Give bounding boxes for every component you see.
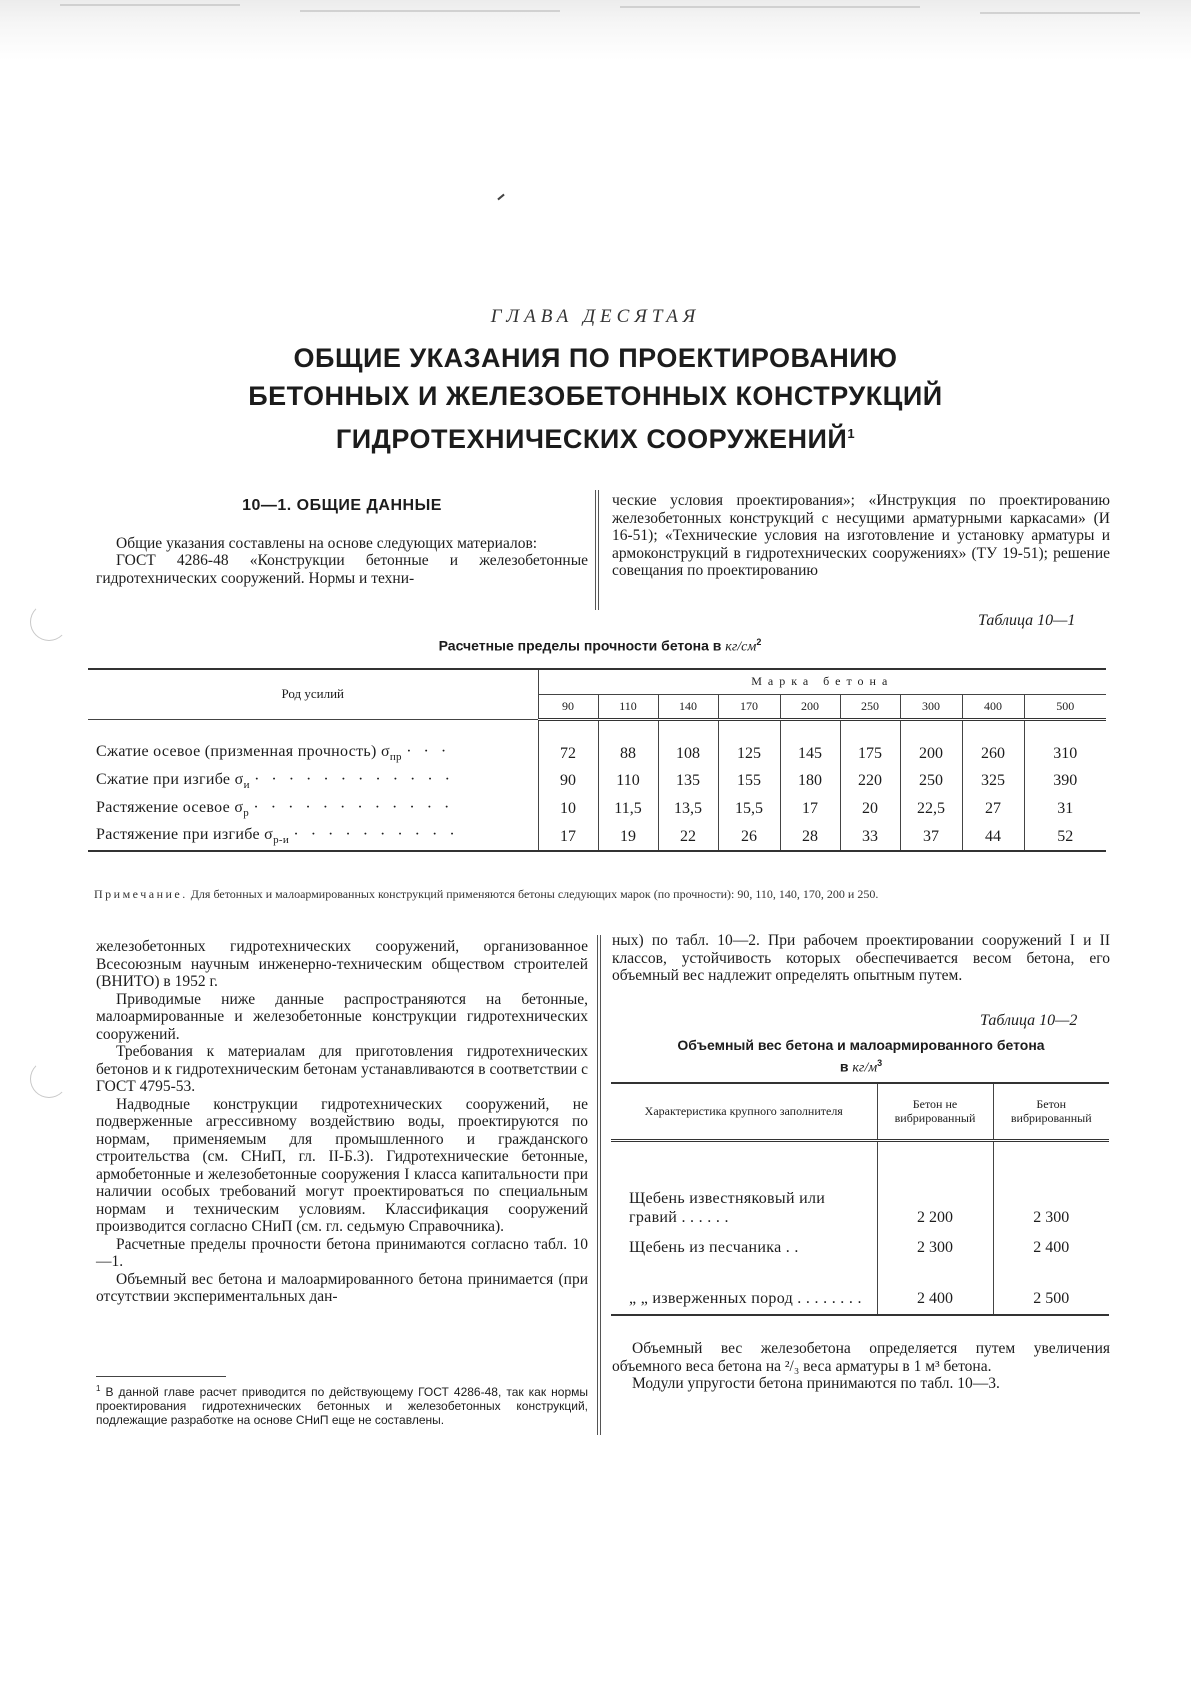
table-cell: 31	[1057, 800, 1074, 817]
paragraph: железобетонных гидротехнических сооружений, организованное Всесоюзным научным инженерно-техническим обществом строителей (ВНИТО) в 1952 г.	[96, 938, 588, 990]
table-cell: 125	[718, 719, 780, 767]
grade-header: 500	[1024, 694, 1106, 719]
table-cell: 26	[718, 823, 780, 851]
table-row	[611, 1257, 1109, 1315]
force-label-text: Растяжение осевое σ	[96, 798, 244, 816]
grade-header: 140	[658, 694, 718, 719]
table-caption	[612, 1036, 1110, 1078]
table-cell: 180	[780, 767, 840, 795]
header-filler: Характеристика крупного заполнителя	[611, 1083, 877, 1140]
footnote-mark: 1	[96, 1384, 101, 1393]
force-subscript: пр	[389, 751, 402, 764]
table-cell: 390	[1053, 772, 1078, 789]
table-cell: 2 400	[877, 1257, 993, 1315]
paragraph: Общие указания составлены на основе следующих материалов:	[116, 534, 538, 552]
header-grade: Марка бетона	[538, 669, 1106, 694]
table-cell: 13,5	[658, 795, 718, 823]
force-subscript: и	[243, 779, 250, 792]
force-label-text: Растяжение при изгибе σ	[96, 826, 274, 844]
table-cell: 11,5	[598, 795, 658, 823]
upper-left-column	[96, 497, 588, 587]
chapter-title-line: БЕТОННЫХ И ЖЕЛЕЗОБЕТОННЫХ КОНСТРУКЦИЙ	[248, 381, 943, 411]
table-cell: 260	[962, 719, 1024, 767]
table-cell: 10	[538, 795, 598, 823]
table-cell: 155	[718, 767, 780, 795]
table-caption	[330, 637, 870, 656]
table-caption-unit-power: 3	[877, 1058, 883, 1068]
table-cell: 145	[780, 719, 840, 767]
section-heading: 10—1. ОБЩИЕ ДАННЫЕ	[242, 497, 442, 514]
note-text: Для бетонных и малоармированных конструкций применяются бетоны следующих марок (по прочности): 90, 110, 140, 170, 200 и 250.	[190, 887, 879, 901]
chapter-label: ГЛАВА ДЕСЯТАЯ	[490, 306, 701, 327]
table-cell: 19	[598, 823, 658, 851]
paragraph: ных) по табл. 10—2. При рабочем проектировании сооружений I и II классов, устойчивость которых обеспечивается весом бетона, его объемный вес надлежит определять опытным путем.	[612, 932, 1110, 984]
leader-dots: · · · · · · · · · · · ·	[253, 798, 454, 816]
unit-weight-table	[611, 1082, 1109, 1316]
chapter-title-line	[0, 415, 1191, 458]
filler-label: „ „ изверженных пород . . . . . . . .	[611, 1257, 877, 1315]
grade-header: 250	[840, 694, 900, 719]
table-cell: 88	[598, 719, 658, 767]
table-label: Таблица 10—1	[978, 612, 1076, 629]
paragraph: ГОСТ 4286-48 «Конструкции бетонные и железобетонные гидротехнических сооружений. Нормы и техни-	[96, 552, 588, 587]
filler-label: Щебень из песчаника . .	[611, 1227, 877, 1257]
punch-hole	[30, 1060, 68, 1098]
table-cell: 110	[598, 767, 658, 795]
table-cell: 28	[780, 823, 840, 851]
column-rule	[595, 490, 599, 610]
grade-header: 170	[718, 694, 780, 719]
chapter-title-line-text: ГИДРОТЕХНИЧЕСКИХ СООРУЖЕНИЙ	[335, 424, 848, 454]
note-label: Примечание.	[94, 887, 188, 901]
chapter-title-line: ОБЩИЕ УКАЗАНИЯ ПО ПРОЕКТИРОВАНИЮ	[293, 343, 898, 373]
table-cell: 22	[658, 823, 718, 851]
table-cell: 2 300	[877, 1227, 993, 1257]
table-cell: 250	[900, 767, 962, 795]
table-cell: 90	[538, 767, 598, 795]
header-vibrated: Бетон вибрированный	[993, 1083, 1109, 1140]
force-subscript: р-и	[273, 834, 290, 847]
header-non-vibrated: Бетон не вибрированный	[877, 1083, 993, 1140]
paragraph: Объемный вес бетона и малоармированного бетона принимается (при отсутствии экспериментальных дан-	[96, 1270, 588, 1305]
footnote-mark: 1	[847, 426, 856, 441]
force-subscript: р	[243, 807, 250, 820]
upper-right-column	[612, 492, 1110, 580]
paragraph: Надводные конструкции гидротехнических сооружений, не подверженные агрессивному воздействию воды, проектируются по нормам, применяемым для промышленного и гражданского строительства (см. СНиП, гл. II-Б.3). Гидротехнические бетонные, армобетонные и железобетонные сооружения I класса капитальности при наличии особых требований могут проектироваться по специальным нормам и техническим условиям. Классификация сооружений производится согласно СНиП (см. гл. седьмую Справочника).	[96, 1095, 588, 1235]
grade-header: 90	[538, 694, 598, 719]
grade-header: 300	[900, 694, 962, 719]
table-cell: 325	[962, 767, 1024, 795]
force-label	[88, 823, 538, 851]
table-caption-unit-power: 2	[756, 637, 762, 647]
table-row	[88, 719, 1106, 767]
table-cell: 135	[658, 767, 718, 795]
table-caption-unit: кг/см	[725, 639, 757, 655]
table-cell: 2 500	[993, 1257, 1109, 1315]
force-label-text: Сжатие осевое (призменная прочность) σ	[96, 743, 390, 761]
table-cell: 72	[538, 719, 598, 767]
scan-noise	[300, 10, 560, 12]
scan-edge	[0, 0, 1191, 60]
table-cell: 108	[658, 719, 718, 767]
table-cell: 15,5	[718, 795, 780, 823]
table-caption-unit: кг/м	[852, 1060, 878, 1076]
table-row	[88, 767, 1106, 795]
table-caption-text: Расчетные пределы прочности бетона в	[438, 637, 722, 654]
paragraph: ческие условия проектирования»; «Инструкция по проектированию железобетонных конструкций с несущими арматурными каркасами» (И 16-51); «Технические условия на изготовление и установку арматуры и армоконструкций в гидротехнических сооружениях» (ТУ 19-51); решение совещания по проектированию	[612, 492, 1110, 579]
grade-header: 400	[962, 694, 1024, 719]
chapter-title	[0, 339, 1191, 458]
grade-header: 110	[598, 694, 658, 719]
scan-noise	[60, 4, 240, 6]
table-caption-text: Объемный вес бетона и малоармированного бетона	[677, 1037, 1045, 1053]
header-force: Род усилий	[88, 669, 538, 719]
table-cell: 22,5	[900, 795, 962, 823]
paragraph: Расчетные пределы прочности бетона принимаются согласно табл. 10—1.	[96, 1235, 588, 1270]
paragraph: Модули упругости бетона принимаются по табл. 10—3.	[632, 1375, 1000, 1392]
grade-header: 200	[780, 694, 840, 719]
table-note	[94, 887, 1104, 901]
force-label	[88, 795, 538, 823]
table-cell: 2 200	[877, 1140, 993, 1227]
footnote-text: В данной главе расчет приводится по действующему ГОСТ 4286-48, так как нормы проектирования гидротехнических бетонных и железобетонных конструкций, подлежащие разработке на основе СНиП еще не составлены.	[96, 1385, 588, 1427]
footnote	[96, 1382, 588, 1427]
force-label	[88, 719, 538, 767]
table-cell: 220	[840, 767, 900, 795]
paragraph: Требования к материалам для приготовления гидротехнических бетонов и к гидротехническим бетонам устанавливаются в соответствии с ГОСТ 4795-53.	[96, 1043, 588, 1095]
table-cell: 27	[962, 795, 1024, 823]
lower-left-column	[96, 938, 588, 1306]
table-cell: 2 300	[993, 1140, 1109, 1227]
table-cell: 52	[1024, 823, 1106, 851]
table-cell: 310	[1053, 744, 1078, 762]
stray-mark	[497, 194, 504, 201]
table-row	[611, 1140, 1109, 1227]
paragraph: Приводимые ниже данные распространяются на бетонные, малоармированные и железобетонные конструкции гидротехнических сооружений.	[96, 990, 588, 1043]
scan-noise	[980, 12, 1140, 14]
table-cell: 33	[840, 823, 900, 851]
force-label-text: Сжатие при изгибе σ	[96, 770, 244, 788]
table-caption-prefix: в	[839, 1058, 849, 1075]
table-row	[88, 823, 1106, 851]
table-cell: 17	[538, 823, 598, 851]
force-label	[88, 767, 538, 795]
table-label: Таблица 10—2	[980, 1012, 1078, 1029]
leader-dots: · · · · · · · · · ·	[293, 826, 459, 844]
filler-label: Щебень известняковый или гравий . . . . . .	[611, 1140, 877, 1227]
table-cell: 200	[900, 719, 962, 767]
table-cell: 2 400	[993, 1227, 1109, 1257]
table-cell: 37	[900, 823, 962, 851]
punch-hole	[30, 603, 68, 641]
lower-right-closing	[612, 1340, 1110, 1393]
table-row	[88, 795, 1106, 823]
table-cell: 44	[962, 823, 1024, 851]
strength-table	[88, 668, 1106, 852]
footnote-rule	[96, 1376, 226, 1377]
leader-dots: · · · · · · · · · · · ·	[254, 770, 454, 788]
table-cell: 175	[840, 719, 900, 767]
lower-right-column	[612, 932, 1110, 985]
column-rule	[597, 935, 601, 1435]
scan-noise	[620, 6, 920, 8]
table-row	[611, 1227, 1109, 1257]
table-cell: 17	[780, 795, 840, 823]
table-cell: 20	[840, 795, 900, 823]
paragraph: Объемный вес железобетона определяется путем увеличения объемного веса бетона на ²/₃ веса арматуры в 1 м³ бетона.	[612, 1340, 1110, 1375]
leader-dots: · · ·	[406, 743, 451, 761]
